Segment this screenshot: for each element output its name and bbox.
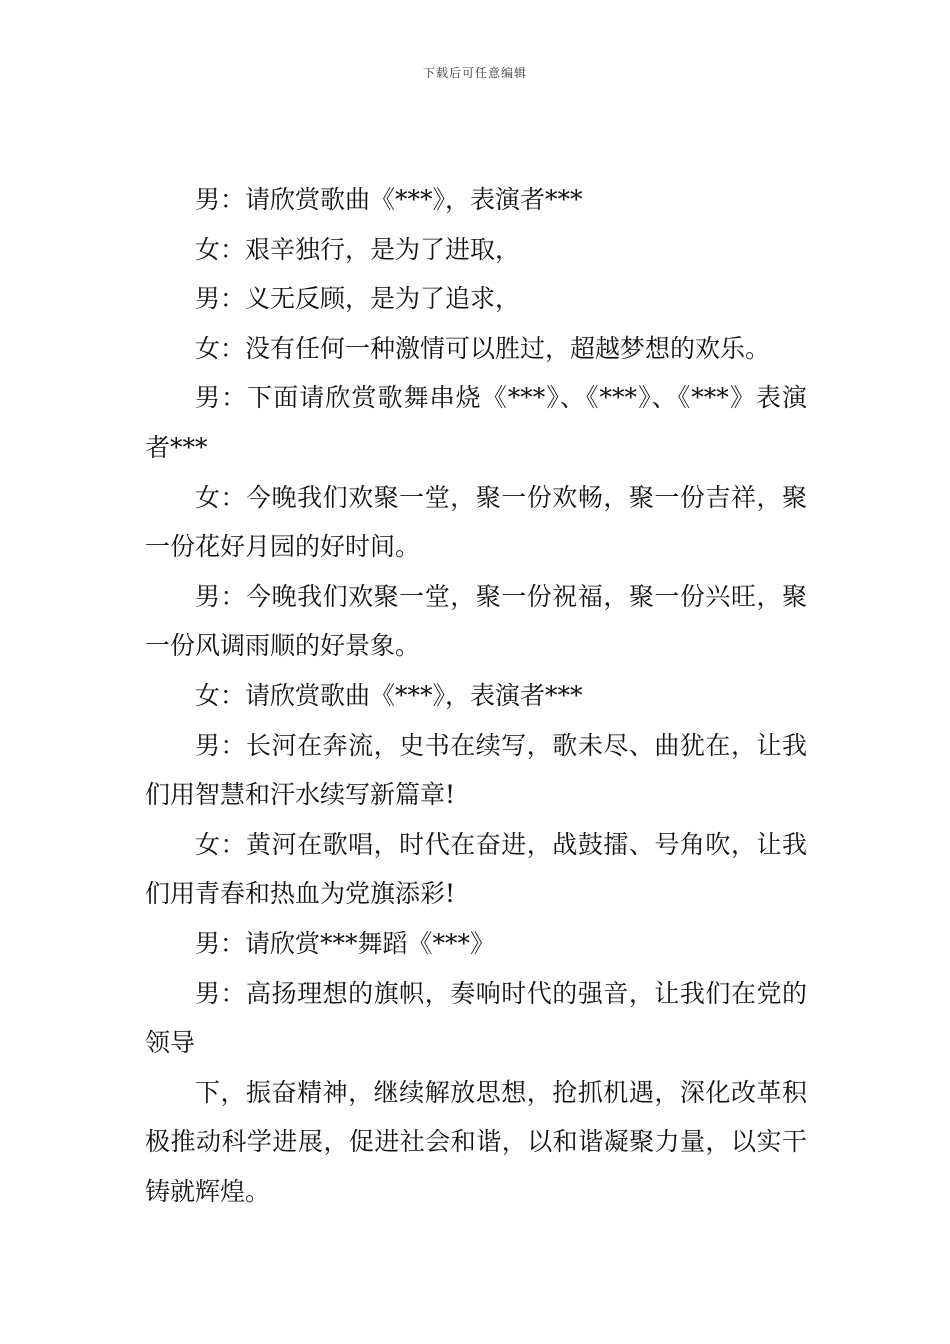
paragraph: 女：请欣赏歌曲《***》，表演者***: [195, 680, 583, 710]
paragraph: 女：黄河在歌唱，时代在奋进，战鼓擂、号角吹，让我们用青春和热血为党旗添彩!: [145, 829, 807, 909]
paragraph: 男：请欣赏***舞蹈《***》: [195, 928, 496, 958]
page-header: 下载后可任意编辑: [422, 66, 527, 80]
paragraph: 男：义无反顾，是为了追求，: [195, 284, 521, 314]
document-body: [145, 175, 807, 1216]
paragraph: 女：没有任何一种激情可以胜过，超越梦想的欢乐。: [195, 333, 771, 363]
paragraph: 男：请欣赏歌曲《***》，表演者***: [195, 185, 583, 214]
paragraph: 男：长河在奔流，史书在续写，歌未尽、曲犹在，让我们用智慧和汗水续写新篇章!: [145, 730, 807, 810]
paragraph: 男：下面请欣赏歌舞串烧《***》、《***》、《***》表演者***: [145, 383, 807, 462]
paragraph: 下，振奋精神，继续解放思想，抢抓机遇，深化改革积极推动科学进展，促进社会和谐，以和谐凝聚力量，以实干铸就辉煌。: [145, 1077, 807, 1206]
paragraph: 女：艰辛独行，是为了进取，: [195, 234, 521, 264]
paragraph: 男：高扬理想的旗帜，奏响时代的强音，让我们在党的领导: [145, 978, 807, 1058]
paragraph: 女：今晚我们欢聚一堂，聚一份欢畅，聚一份吉祥，聚一份花好月园的好时间。: [145, 482, 807, 562]
paragraph: 男：今晚我们欢聚一堂，聚一份祝福，聚一份兴旺，聚一份风调雨顺的好景象。: [145, 581, 807, 661]
